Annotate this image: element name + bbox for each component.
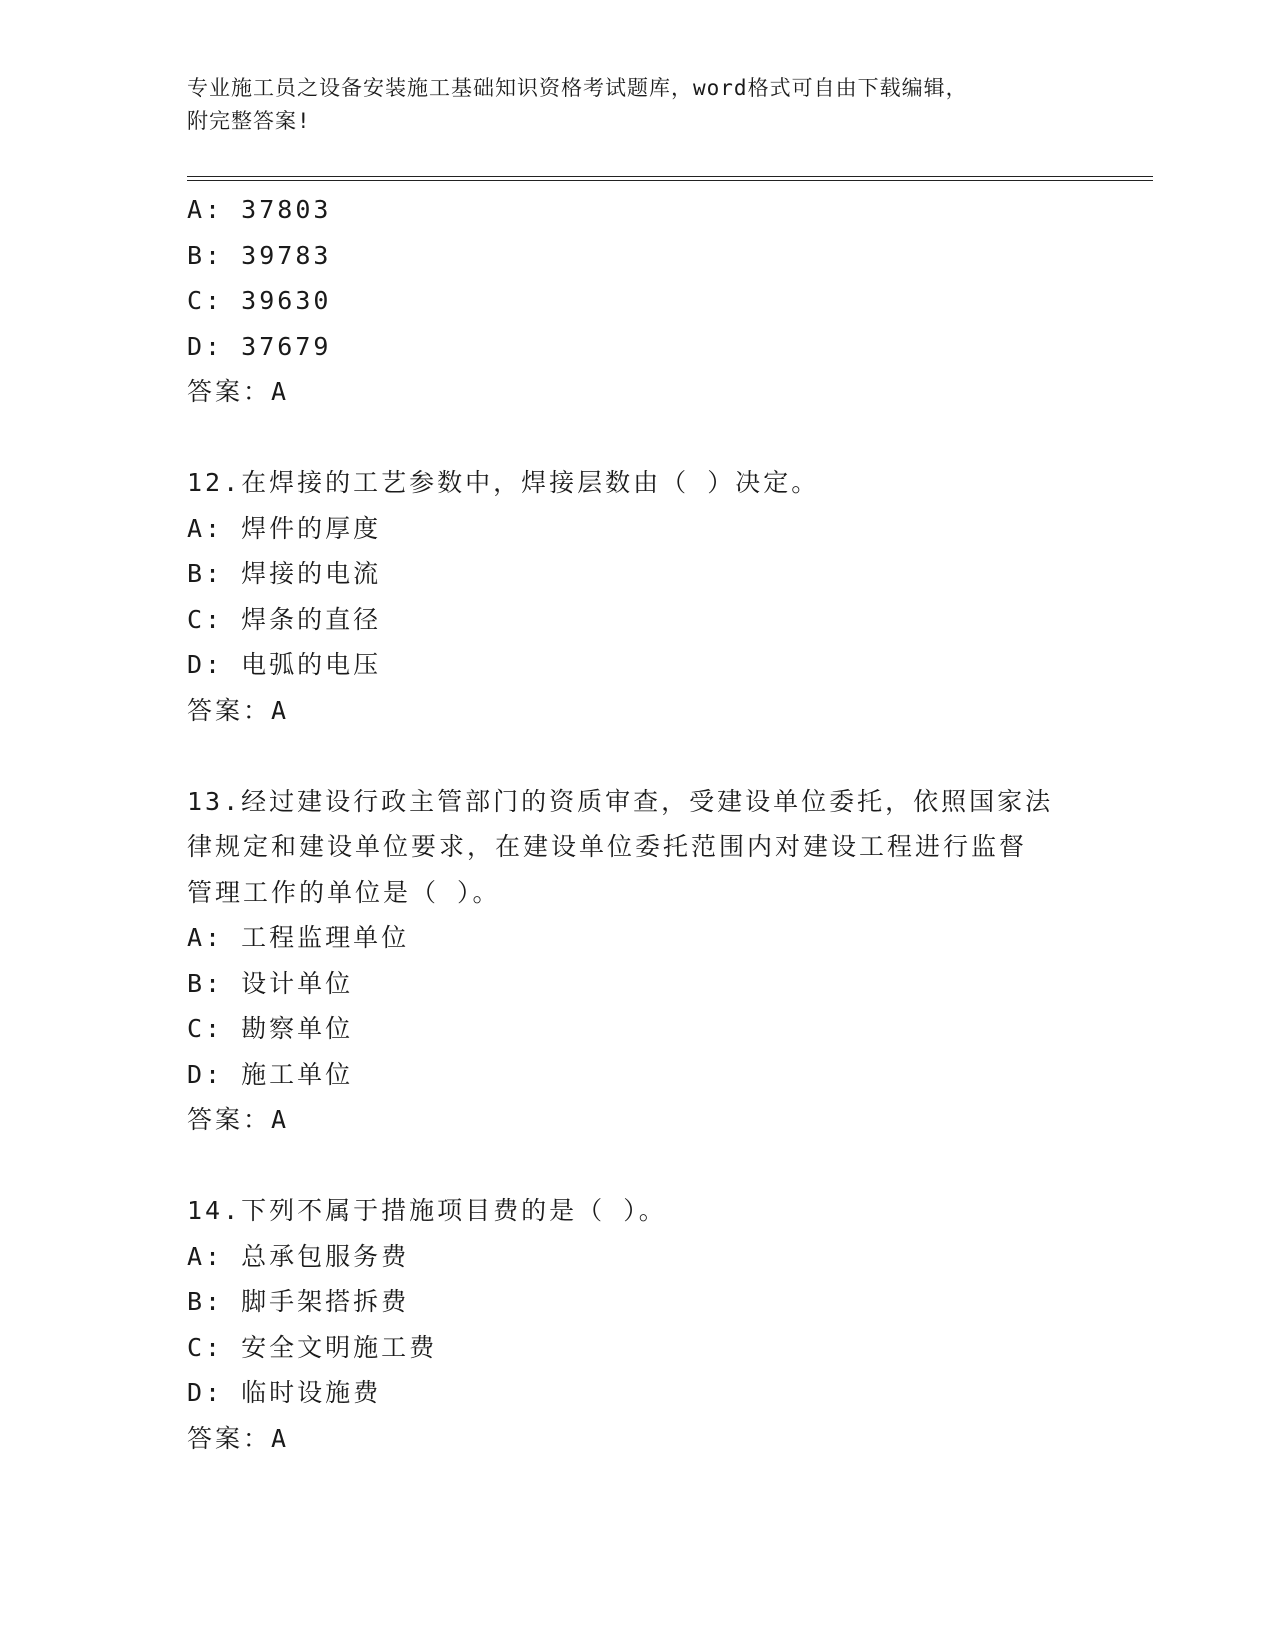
question-stem: 12.在焊接的工艺参数中，焊接层数由（ ）决定。 [187, 468, 820, 497]
option-a: A: 工程监理单位 [187, 923, 410, 952]
option-c: C: 焊条的直径 [187, 604, 382, 634]
option-d: D: 施工单位 [187, 1059, 354, 1089]
question-content [187, 187, 1087, 1461]
option-b: B: 39783 [187, 240, 332, 270]
answer-line: 答案：A [187, 1423, 290, 1453]
document-header [187, 72, 1067, 138]
option-b: B: 设计单位 [187, 968, 354, 998]
question-stem-line-1: 13.经过建设行政主管部门的资质审查，受建设单位委托，依照国家法 [187, 786, 1054, 816]
answer-line: 答案：A [187, 1105, 290, 1134]
option-c: C: 安全文明施工费 [187, 1332, 438, 1362]
option-a: A: 总承包服务费 [187, 1241, 410, 1271]
option-c: C: 勘察单位 [187, 1014, 354, 1043]
option-a: A: 37803 [187, 195, 332, 224]
header-divider-bottom [187, 180, 1153, 181]
option-d: D: 电弧的电压 [187, 650, 382, 679]
question-stem: 14.下列不属于措施项目费的是（ ）。 [187, 1196, 667, 1225]
question-14 [187, 1188, 1087, 1461]
spacer [187, 1143, 1087, 1189]
header-title-line-1: 专业施工员之设备安装施工基础知识资格考试题库，word格式可自由下载编辑， [187, 76, 968, 100]
option-d: D: 37679 [187, 331, 332, 361]
option-d: D: 临时设施费 [187, 1378, 382, 1407]
answer-line: 答案：A [187, 695, 290, 725]
answer-line: 答案：A [187, 377, 290, 406]
question-stem-line-3: 管理工作的单位是（ ）。 [187, 877, 501, 907]
question-13 [187, 779, 1087, 1143]
header-title-line-2: 附完整答案! [187, 109, 311, 133]
spacer [187, 733, 1087, 779]
question-continued [187, 187, 1087, 415]
header-divider-top [187, 176, 1153, 177]
option-b: B: 焊接的电流 [187, 559, 382, 588]
question-12 [187, 460, 1087, 733]
option-c: C: 39630 [187, 286, 332, 315]
spacer [187, 415, 1087, 461]
option-a: A: 焊件的厚度 [187, 513, 382, 543]
option-b: B: 脚手架搭拆费 [187, 1287, 410, 1316]
question-stem-line-2: 律规定和建设单位要求，在建设单位委托范围内对建设工程进行监督 [187, 832, 1028, 861]
